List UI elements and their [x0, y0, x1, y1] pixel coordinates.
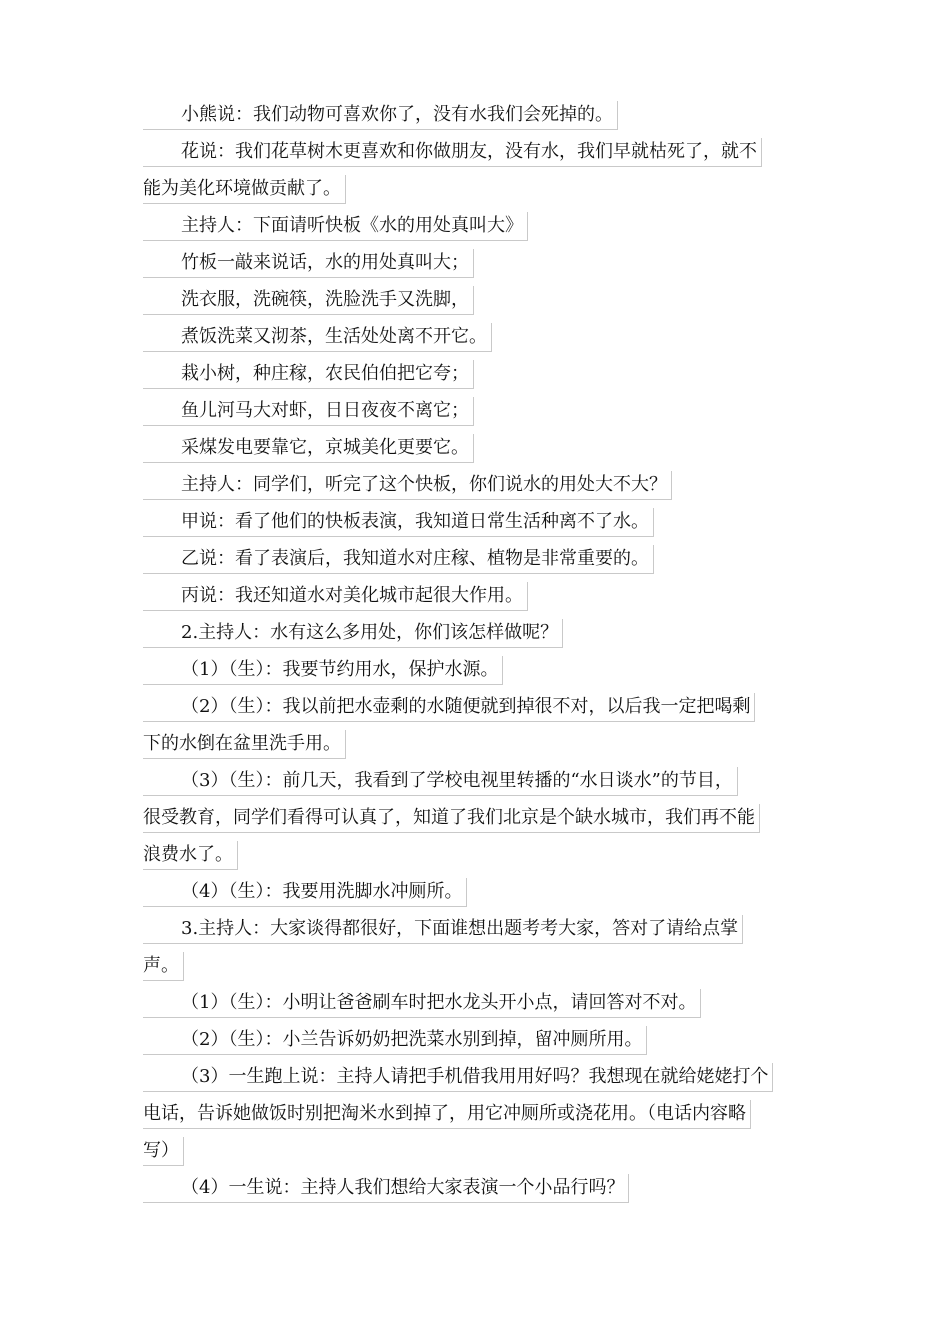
text-line-content: 甲说：看了他们的快板表演，我知道日常生活种离不了水。 [143, 508, 654, 537]
document-body [143, 96, 807, 1206]
text-line-content: 鱼儿河马大对虾，日日夜夜不离它； [143, 397, 474, 426]
text-line-content: 写） [143, 1137, 184, 1166]
text-line-content: 主持人：下面请听快板《水的用处真叫大》 [143, 212, 528, 241]
text-line [143, 392, 807, 429]
text-line-content: 竹板一敲来说话，水的用处真叫大； [143, 249, 474, 278]
text-line [143, 762, 807, 799]
text-line [143, 799, 807, 836]
text-line-content: 小熊说：我们动物可喜欢你了，没有水我们会死掉的。 [143, 101, 618, 130]
text-line-content: （3）（生）：前几天，我看到了学校电视里转播的“水日谈水”的节目， [143, 767, 738, 796]
text-line [143, 466, 807, 503]
text-line [143, 836, 807, 873]
text-line-content: （1）（生）：小明让爸爸刷车时把水龙头开小点，请回答对不对。 [143, 989, 701, 1018]
text-line-content: 丙说：我还知道水对美化城市起很大作用。 [143, 582, 528, 611]
text-line-content: （2）（生）：小兰告诉奶奶把洗菜水别到掉，留冲厕所用。 [143, 1026, 647, 1055]
text-line-content: 采煤发电要靠它，京城美化更要它。 [143, 434, 474, 463]
text-line [143, 651, 807, 688]
text-line [143, 1132, 807, 1169]
text-line-content: 能为美化环境做贡献了。 [143, 175, 346, 204]
text-line [143, 910, 807, 947]
text-line [143, 1021, 807, 1058]
text-line-content: 花说：我们花草树木更喜欢和你做朋友，没有水，我们早就枯死了，就不 [143, 138, 762, 167]
text-line [143, 725, 807, 762]
text-line [143, 133, 807, 170]
text-line [143, 244, 807, 281]
text-line [143, 281, 807, 318]
text-line [143, 984, 807, 1021]
text-line-content: （2）（生）：我以前把水壶剩的水随便就到掉很不对，以后我一定把喝剩 [143, 693, 755, 722]
text-line [143, 355, 807, 392]
text-line [143, 318, 807, 355]
text-line-content: （3）一生跑上说：主持人请把手机借我用用好吗？我想现在就给姥姥打个 [143, 1063, 773, 1092]
text-line-content: 栽小树，种庄稼，农民伯伯把它夸； [143, 360, 474, 389]
text-line [143, 947, 807, 984]
text-line [143, 577, 807, 614]
text-line [143, 688, 807, 725]
text-line-content: 煮饭洗菜又沏茶，生活处处离不开它。 [143, 323, 492, 352]
text-line [143, 503, 807, 540]
text-line-content: 2.主持人：水有这么多用处，你们该怎样做呢？ [143, 619, 563, 648]
text-line-content: （1）（生）：我要节约用水，保护水源。 [143, 656, 503, 685]
text-line [143, 540, 807, 577]
text-line-content: 洗衣服，洗碗筷，洗脸洗手又洗脚， [143, 286, 474, 315]
text-line-content: 声。 [143, 952, 184, 981]
text-line [143, 873, 807, 910]
text-line-content: 很受教育，同学们看得可认真了，知道了我们北京是个缺水城市，我们再不能 [143, 804, 760, 833]
text-line-content: 主持人：同学们，听完了这个快板，你们说水的用处大不大？ [143, 471, 672, 500]
text-line [143, 170, 807, 207]
text-line-content: 3.主持人：大家谈得都很好，下面谁想出题考考大家，答对了请给点掌 [143, 915, 743, 944]
text-line [143, 96, 807, 133]
text-line [143, 429, 807, 466]
text-line [143, 1169, 807, 1206]
text-line-content: 下的水倒在盆里洗手用。 [143, 730, 346, 759]
text-line [143, 614, 807, 651]
text-line [143, 207, 807, 244]
text-line [143, 1095, 807, 1132]
text-line-content: （4）一生说：主持人我们想给大家表演一个小品行吗？ [143, 1174, 629, 1203]
text-line-content: 电话，告诉她做饭时别把淘米水到掉了，用它冲厕所或浇花用。（电话内容略 [143, 1100, 751, 1129]
text-line-content: 乙说：看了表演后，我知道水对庄稼、植物是非常重要的。 [143, 545, 654, 574]
text-line-content: （4）（生）：我要用洗脚水冲厕所。 [143, 878, 467, 907]
text-line-content: 浪费水了。 [143, 841, 238, 870]
text-line [143, 1058, 807, 1095]
